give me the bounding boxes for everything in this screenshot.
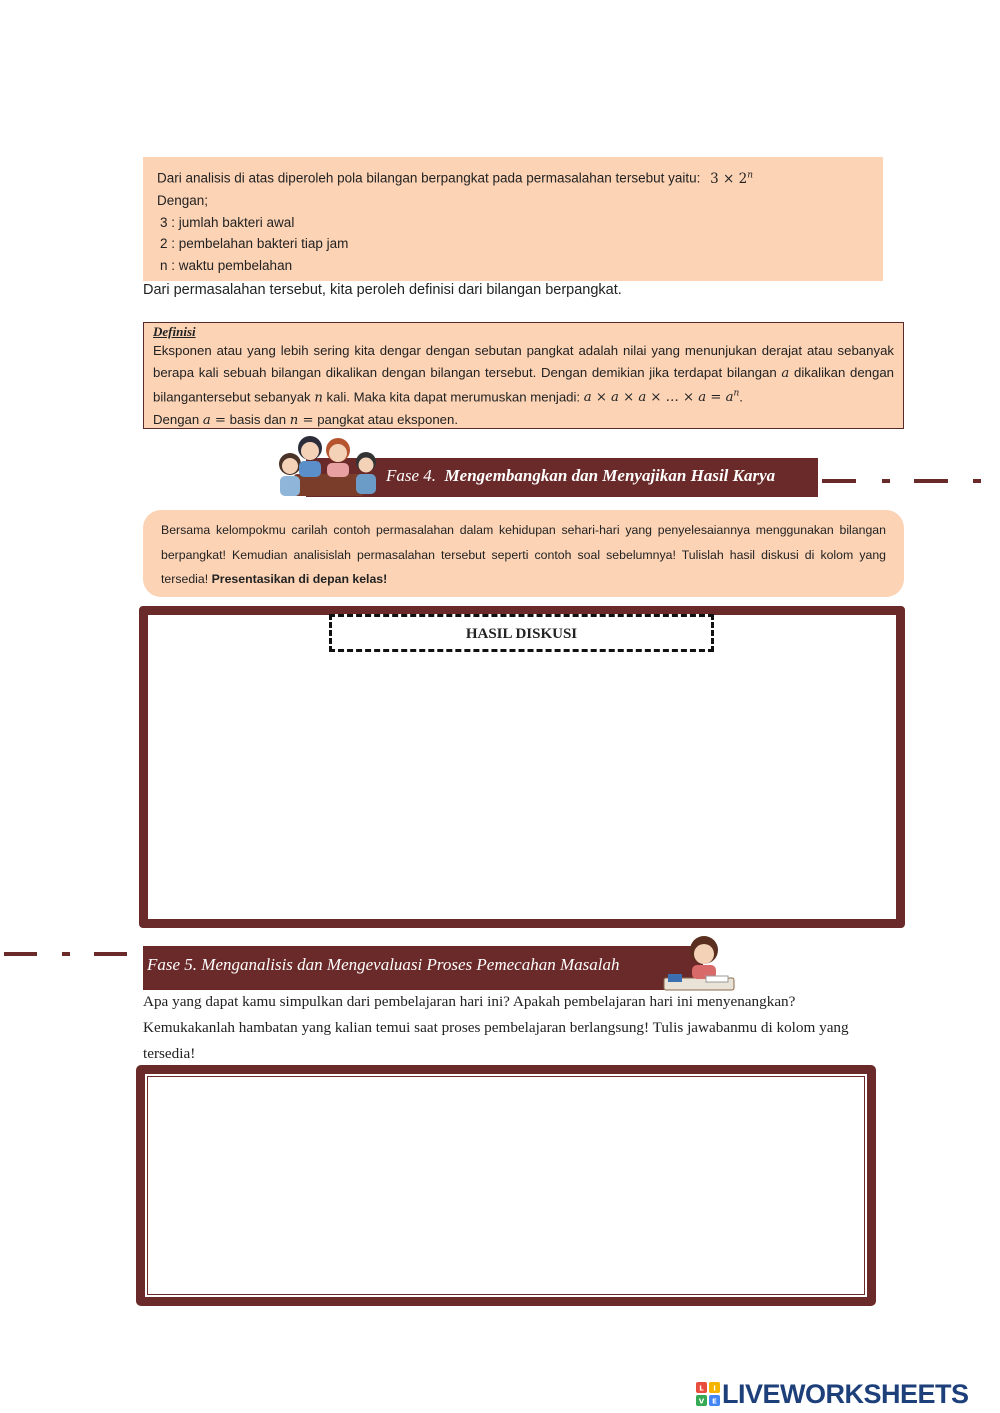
definition-box (143, 322, 904, 429)
instruction-text: Bersama kelompokmu carilah contoh permasalahan dalam kehidupan sehari-hari yang penyelesaiannya menggunakan bilangan berpangkat! Kemudian analisislah permasalahan tersebut seperti contoh soal sebelumnya! Tulislah hasil diskusi di kolom yang tersedia! (161, 523, 886, 586)
formula-body: a × a × a × … × a = a (583, 390, 734, 406)
pattern-line (157, 165, 869, 190)
dengan-text: Dengan (153, 411, 200, 427)
fase4-title: Mengembangkan dan Menyajikan Hasil Karya (444, 466, 776, 485)
definition-title: Definisi (153, 324, 196, 339)
answer-inner (145, 1074, 867, 1297)
student-face-2 (301, 442, 319, 460)
hasil-diskusi-label: HASIL DISKUSI (329, 614, 714, 652)
instruction-box (143, 510, 904, 597)
hasil-diskusi-answer-area[interactable] (139, 606, 905, 928)
student-body-2 (299, 461, 321, 477)
var-a: a (781, 365, 790, 381)
student-studying-illustration (662, 934, 736, 994)
fase5-title: Fase 5. Menganalisis dan Mengevaluasi Proses Pemecahan Masalah (147, 955, 620, 974)
definition-intro: Dari permasalahan tersebut, kita peroleh definisi dari bilangan berpangkat. (143, 282, 622, 298)
pattern-item-2: 2 : pembelahan bakteri tiap jam (160, 236, 349, 251)
instruction-bold: Presentasikan di depan kelas! (211, 572, 388, 586)
pattern-box (143, 157, 883, 281)
formula-base: 3 × 2 (710, 170, 748, 187)
dash-decoration (822, 479, 856, 483)
fase5-banner (143, 946, 703, 990)
formula-exponent: n (747, 170, 753, 180)
liveworksheets-logo (696, 1378, 969, 1410)
students-group-illustration (272, 434, 384, 500)
logo-text: LIVEWORKSHEETS (722, 1378, 969, 1409)
pattern-text: Dari analisis di atas diperoleh pola bilangan berpangkat pada permasalahan tersebut yaitu: (157, 170, 701, 186)
dash-decoration (4, 952, 37, 956)
definition-body: Eksponen atau yang lebih sering kita dengar dengan sebutan pangkat adalah nilai yang menunjukan derajat atau sebanyak berapa kali sebuah bilangan dikalikan dengan bilangan tersebut. Dengan demikian jika terdapat bilangan a dikalikan dengan bilangantersebut sebanyak n kali. Maka kita dapat merumuskan menjadi: a × a × a × … × $a = a^n$. (153, 343, 894, 406)
student-body-1 (280, 476, 300, 496)
definition-text-1: Eksponen atau yang lebih sering kita dengar dengan sebutan pangkat adalah nilai yang menunjukan derajat atau sebanyak berapa kali sebuah bilangan dikalikan dengan bilangan tersebut. Dengan demikian jika terdapat bilangan (153, 343, 894, 380)
dash-decoration (973, 479, 981, 483)
basis-text: basis dan (229, 411, 287, 427)
book-shape (668, 974, 682, 982)
pattern-formula (710, 171, 753, 187)
table-shape (294, 474, 364, 496)
student-face-4 (359, 458, 374, 473)
a-equals: a = (202, 412, 226, 428)
definition-formula (584, 390, 739, 405)
n-equals: n = (289, 412, 314, 428)
formula-exp: n (733, 389, 740, 399)
definition-text-3: kali. Maka kita dapat merumuskan menjadi: (326, 389, 581, 405)
logo-letter: I (713, 1384, 716, 1393)
logo-squares-icon (696, 1382, 720, 1406)
student-body-3 (327, 463, 349, 477)
student-face-1 (282, 458, 298, 474)
pangkat-text: pangkat atau eksponen. (317, 411, 458, 427)
pattern-item-3: n : waktu pembelahan (160, 257, 293, 273)
dengan-label: Dengan; (157, 193, 209, 208)
definition-text-2: dikalikan dengan bilangantersebut sebanyak (153, 364, 894, 405)
answer-frame (136, 1065, 876, 1306)
student-face (694, 944, 714, 964)
dash-decoration (882, 479, 890, 483)
dash-decoration (62, 952, 70, 956)
fase5-question: Apa yang dapat kamu simpulkan dari pembelajaran hari ini? Apakah pembelajaran hari ini menyenangkan? Kemukakanlah hambatan yang kalian temui saat proses pembelajaran berlangsung! Tulis jawabanmu di kolom yang tersedia! (143, 993, 849, 1062)
dash-decoration (914, 479, 948, 483)
dash-decoration (94, 952, 127, 956)
student-face-3 (329, 444, 347, 462)
var-n: n (314, 390, 323, 406)
fase4-label: Fase 4. (386, 466, 437, 485)
student-body-4 (356, 474, 376, 494)
logo-letter: L (699, 1384, 704, 1393)
kesimpulan-answer-area[interactable] (147, 1076, 865, 1295)
definition-last-line (153, 409, 894, 432)
logo-letter: V (698, 1397, 705, 1406)
logo-letter: E (712, 1397, 717, 1406)
pattern-item-1: 3 : jumlah bakteri awal (160, 214, 295, 230)
open-book-shape (706, 976, 728, 982)
